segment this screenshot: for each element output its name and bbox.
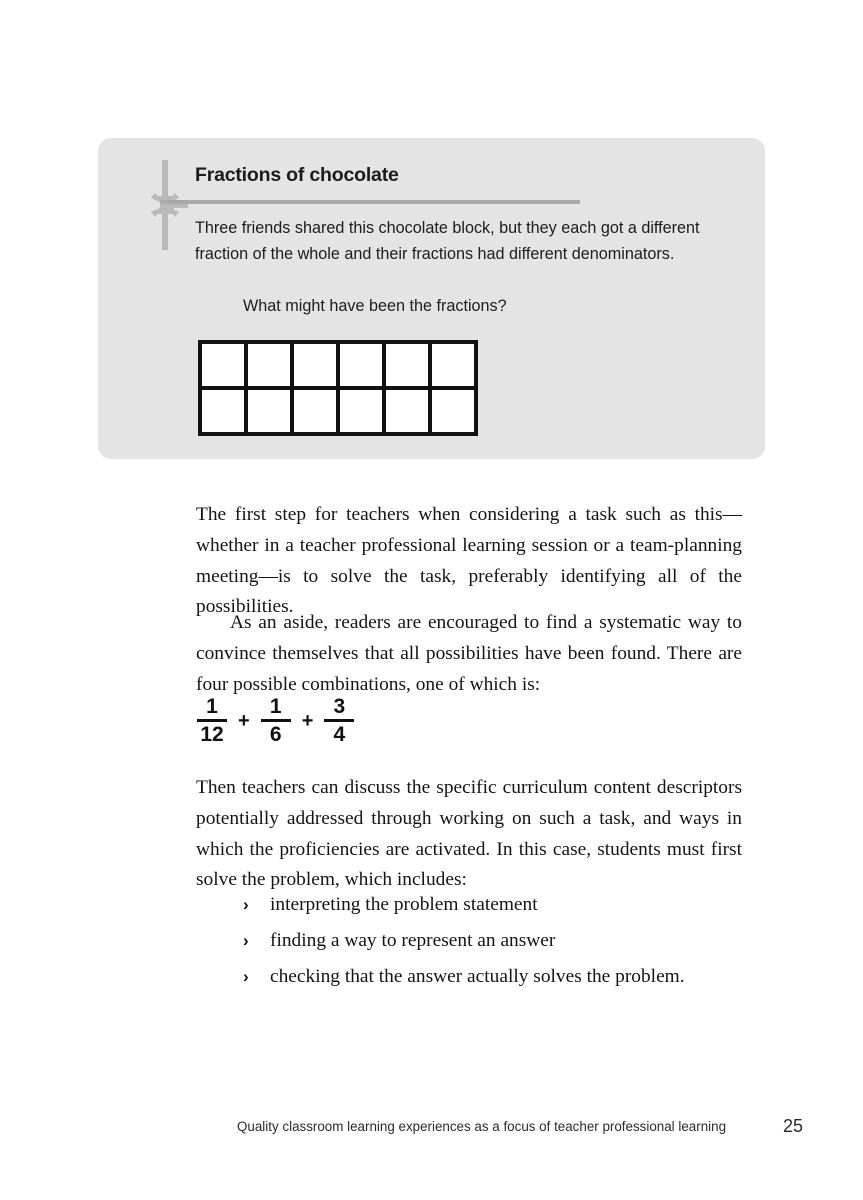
paragraph-text: The first step for teachers when considering a task such as this—whether in a teacher professional learning session or a team-planning meeting—is to solve the task, preferably identifying all of the possibilities. [196, 504, 742, 618]
paragraph-first-step [196, 500, 742, 623]
task-question: What might have been the fractions? [243, 297, 507, 315]
chocolate-piece [432, 344, 478, 390]
chocolate-piece [340, 390, 386, 436]
fraction-numerator: 1 [269, 695, 282, 718]
chocolate-piece [340, 344, 386, 390]
chevron-right-icon: › [243, 895, 249, 914]
fraction-numerator: 1 [206, 695, 218, 718]
chocolate-piece [432, 390, 478, 436]
list-item [243, 894, 743, 916]
page-number: 25 [783, 1116, 804, 1136]
paragraph-text: As an aside, readers are encouraged to find a systematic way to convince themselves that all possibilities have been found. There are four possible combinations, one of which is: [196, 612, 742, 695]
list-item [243, 966, 743, 988]
fraction-denominator: 6 [269, 723, 282, 746]
fraction-term [324, 696, 354, 745]
chocolate-piece [202, 390, 248, 436]
fraction-denominator: 12 [200, 723, 224, 746]
fraction-equation [197, 696, 354, 745]
chocolate-piece [294, 344, 340, 390]
paragraph-as-an-aside [196, 608, 742, 700]
chocolate-piece [294, 390, 340, 436]
paragraph-then-teachers [196, 773, 742, 896]
chevron-right-icon: › [243, 967, 249, 986]
task-description: Three friends shared this chocolate block, but they each got a different fraction of the whole and their fractions had different denominators. [195, 219, 700, 263]
task-callout-box [98, 138, 765, 459]
fraction-term [197, 696, 227, 745]
chocolate-block-grid [198, 340, 478, 436]
plus-operator: + [301, 709, 314, 732]
fraction-term [261, 696, 291, 745]
student-actions-list [243, 894, 743, 1002]
fraction-numerator: 3 [333, 695, 346, 718]
fraction-denominator: 4 [333, 723, 346, 746]
converging-arrows-icon [142, 160, 188, 250]
footer-running-head: Quality classroom learning experiences as a focus of teacher professional learning [237, 1119, 727, 1134]
list-item-label: finding a way to represent an answer [270, 930, 556, 951]
task-title: Fractions of chocolate [195, 164, 399, 186]
chocolate-piece [386, 390, 432, 436]
list-item-label: interpreting the problem statement [270, 894, 538, 915]
chevron-right-icon: › [243, 931, 249, 950]
paragraph-text: Then teachers can discuss the specific curriculum content descriptors potentially addressed through working on such a task, and ways in which the proficiencies are activated. In this case, students must first solve the problem, which includes: [196, 777, 742, 891]
chocolate-piece [202, 344, 248, 390]
plus-operator: + [238, 709, 250, 732]
list-item-label: checking that the answer actually solves the problem. [270, 966, 685, 987]
chocolate-piece [248, 390, 294, 436]
heading-divider [160, 200, 580, 204]
chocolate-piece [386, 344, 432, 390]
page-footer [0, 1116, 863, 1143]
chocolate-piece [248, 344, 294, 390]
list-item [243, 930, 743, 952]
